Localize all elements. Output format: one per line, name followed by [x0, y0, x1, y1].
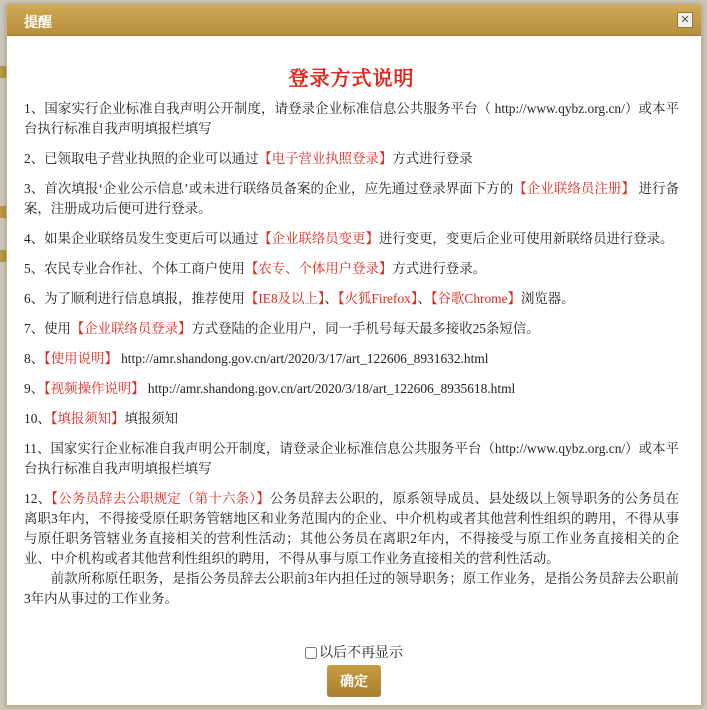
notice-item-9: 9、【视频操作说明】 http://amr.shandong.gov.cn/art/2020/3/18/art_122606_8935618.html	[24, 381, 516, 396]
notice-item-8: 8、【使用说明】 http://amr.shandong.gov.cn/art/2020/3/17/art_122606_8931632.html	[24, 351, 489, 366]
notice-item-7: 7、使用【企业联络员登录】方式登陆的企业用户，同一手机号每天最多接收25条短信。	[24, 321, 540, 336]
close-icon[interactable]: ✕	[677, 12, 693, 28]
notice-item-4: 4、如果企业联络员发生变更后可以通过【企业联络员变更】进行变更，变更后企业可使用新联络员进行登录。	[24, 231, 674, 246]
dont-show-again-checkbox[interactable]	[305, 647, 317, 659]
firefox-browser-link[interactable]: 【火狐Firefox】	[337, 291, 418, 306]
video-guide-link[interactable]: 【视频操作说明】	[44, 381, 145, 396]
dialog-footer	[7, 642, 701, 697]
e-license-login-link[interactable]: 【电子营业执照登录】	[258, 151, 393, 166]
dont-show-again-label: 以后不再显示	[319, 644, 403, 660]
notice-item-10: 10、【填报须知】填报须知	[24, 411, 178, 426]
dialog-titlebar	[7, 5, 701, 36]
chrome-browser-link[interactable]: 【谷歌Chrome】	[430, 291, 521, 306]
liaison-register-link[interactable]: 【企业联络员注册】	[513, 181, 636, 196]
dialog-title: 提醒	[24, 14, 52, 30]
liaison-change-link[interactable]: 【企业联络员变更】	[258, 231, 379, 246]
liaison-login-link[interactable]: 【企业联络员登录】	[70, 321, 192, 336]
filing-notice-link[interactable]: 【填报须知】	[50, 411, 125, 426]
notice-item-12-note: 前款所称原任职务，是指公务员辞去公职前3年内担任过的领导职务；原工作业务，是指公务员辞去公职前3年内从事过的工作业务。	[24, 571, 679, 606]
notice-item-12: 12、【公务员辞去公职规定（第十六条）】公务员辞去公职的，原系领导成员、县处级以上领导职务的公务员在离职3年内，不得接受原任职务管辖地区和业务范围内的企业、中介机构或者其他营利性组织的聘用，不得从事与原任职务管辖业务直接相关的营利性活动；其他公务员在离职2年内，不得接受与原工作业务直接相关的企业、中介机构或者其他营利性组织的聘用，不得从事与原工作业务直接相关的营利性活动。	[24, 491, 679, 566]
ie-browser-link[interactable]: 【IE8及以上】	[244, 291, 325, 306]
confirm-button[interactable]: 确定	[327, 665, 381, 697]
dialog-content	[7, 69, 701, 609]
notice-item-2: 2、已领取电子营业执照的企业可以通过【电子营业执照登录】方式进行登录	[24, 151, 473, 166]
page-title: 登录方式说明	[288, 68, 415, 90]
notice-item-1: 1、国家实行企业标准自我声明公开制度，请登录企业标准信息公共服务平台（ http://www.qybz.org.cn/）或本平台执行标准自我声明填报栏填写	[24, 101, 679, 136]
individual-login-link[interactable]: 【农专、个体用户登录】	[244, 261, 393, 276]
notice-item-5: 5、农民专业合作社、个体工商户使用【农专、个体用户登录】方式进行登录。	[24, 261, 486, 276]
notice-item-3: 3、首次填报‘企业公示信息’或未进行联络员备案的企业，应先通过登录界面下方的【企业联络员注册】 进行备案，注册成功后便可进行登录。	[24, 181, 679, 216]
notice-item-6: 6、为了顺利进行信息填报，推荐使用【IE8及以上】、【火狐Firefox】、【谷歌Chrome】浏览器。	[24, 291, 575, 306]
login-notice-dialog	[6, 4, 702, 706]
dont-show-again[interactable]	[305, 644, 403, 660]
civil-servant-rule-link[interactable]: 【公务员辞去公职规定（第十六条）】	[51, 491, 270, 506]
user-guide-link[interactable]: 【使用说明】	[44, 351, 118, 366]
notice-item-11: 11、国家实行企业标准自我声明公开制度，请登录企业标准信息公共服务平台（http://www.qybz.org.cn/）或本平台执行标准自我声明填报栏填写	[24, 441, 679, 476]
